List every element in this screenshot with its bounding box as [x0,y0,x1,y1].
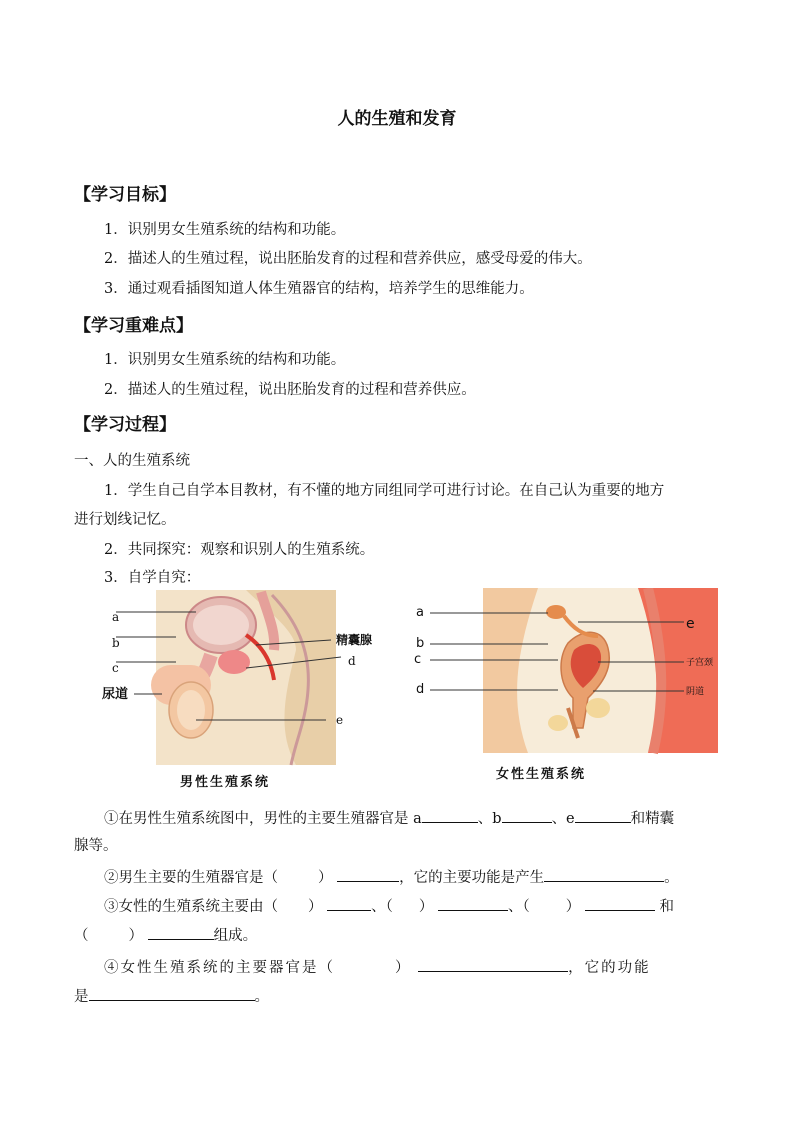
q3-text-c: 、（ [371,899,393,915]
q3-line2-text-b: ） [128,928,143,944]
q4-line2-text-a: 是 [74,989,89,1005]
female-figure-caption: 女性生殖系统 [496,767,587,782]
male-label-a: a [112,610,120,624]
goal-item: 2．描述人的生殖过程，说出胚胎发育的过程和营养供应，感受母爱的伟大。 [104,251,592,267]
male-label-b: b [112,636,120,650]
q3-text-b: ） [308,899,323,915]
female-anatomy-illustration [408,588,718,758]
q1-text-c: 、e [551,811,575,827]
keypoint-item: 1．识别男女生殖系统的结构和功能。 [104,352,346,368]
q1-text-b: 、b [477,811,502,827]
male-figure-caption: 男性生殖系统 [180,775,271,790]
q2-blank-organ[interactable] [337,867,399,882]
male-reproductive-figure [96,590,376,790]
female-reproductive-figure [408,588,718,758]
male-label-e: e [336,713,344,727]
female-label-vagina: 阴道 [686,687,705,697]
q3-text-a: ③女性的生殖系统主要由（ [104,899,278,915]
q3-text-g: 和 [659,899,674,915]
female-label-c: c [414,652,422,667]
q4-line2-text-b: 。 [254,989,269,1005]
step1-line1: 1．学生自己自学本目教材，有不懂的地方同组同学可进行讨论。在自己认为重要的地方 [104,483,665,499]
q2-text-b: ） [318,870,333,886]
step2-text: 2．共同探究：观察和识别人的生殖系统。 [104,542,375,558]
keypoint-item: 2．描述人的生殖过程，说出胚胎发育的过程和营养供应。 [104,382,476,398]
male-label-d: d [348,654,356,668]
q4-text-a: ④女性生殖系统的主要器官是（ [104,960,335,976]
question-3 [104,896,674,917]
question-1-line2: 腺等。 [74,838,118,854]
q1-text-d: 和精囊 [630,811,675,827]
q3-line2-text-c: 组成。 [213,928,258,944]
step1-line2: 进行划线记忆。 [74,512,176,528]
keypoints-heading: 【学习重难点】 [74,316,193,336]
q3-line2-text-a: （ [74,928,89,944]
process-heading: 【学习过程】 [74,415,176,435]
q3-text-f: ） [565,899,581,915]
male-anatomy-illustration [96,590,376,790]
q4-blank-function[interactable] [89,986,255,1001]
q3-blank-2[interactable] [438,896,508,911]
q3-text-d: ） [418,899,434,915]
q2-text-a: ②男生主要的生殖器官是（ [104,870,278,886]
q1-blank-e[interactable] [575,808,631,823]
female-label-d: d [416,682,425,697]
q3-blank-4[interactable] [148,925,214,940]
q4-text-b: ） [395,960,412,976]
q3-blank-3[interactable] [585,896,655,911]
male-label-c: c [112,661,119,675]
q1-text-a: ①在男性生殖系统图中，男性的主要生殖器官是 a [104,811,422,827]
page-title: 人的生殖和发育 [337,109,457,129]
male-label-seminal: 精囊腺 [336,633,373,647]
male-label-urethra: 尿道 [102,687,129,702]
question-2 [104,867,679,888]
question-3-line2 [74,925,257,946]
goal-item: 1．识别男女生殖系统的结构和功能。 [104,222,346,238]
step3-text: 3．自学自究： [104,570,201,586]
q4-blank-organ[interactable] [418,957,568,972]
part1-title: 一、人的生殖系统 [74,453,190,469]
q1-blank-a[interactable] [422,808,478,823]
goal-item: 3．通过观看插图知道人体生殖器官的结构，培养学生的思维能力。 [104,281,534,297]
q4-text-c: ，它的功能 [568,960,651,976]
q1-blank-b[interactable] [502,808,552,823]
q2-text-c: ，它的主要功能是产生 [399,870,545,886]
female-label-e: e [686,616,695,632]
female-label-a: a [416,605,424,620]
question-4 [104,957,651,978]
question-1 [104,808,674,829]
q2-text-d: 。 [664,870,679,886]
question-4-line2 [74,986,269,1007]
female-label-cervix: 子宫颈 [686,658,714,668]
q3-text-e: 、（ [507,899,530,915]
q3-blank-1[interactable] [327,896,371,911]
goals-heading: 【学习目标】 [74,185,176,205]
female-label-b: b [416,636,425,651]
q2-blank-function[interactable] [544,867,664,882]
